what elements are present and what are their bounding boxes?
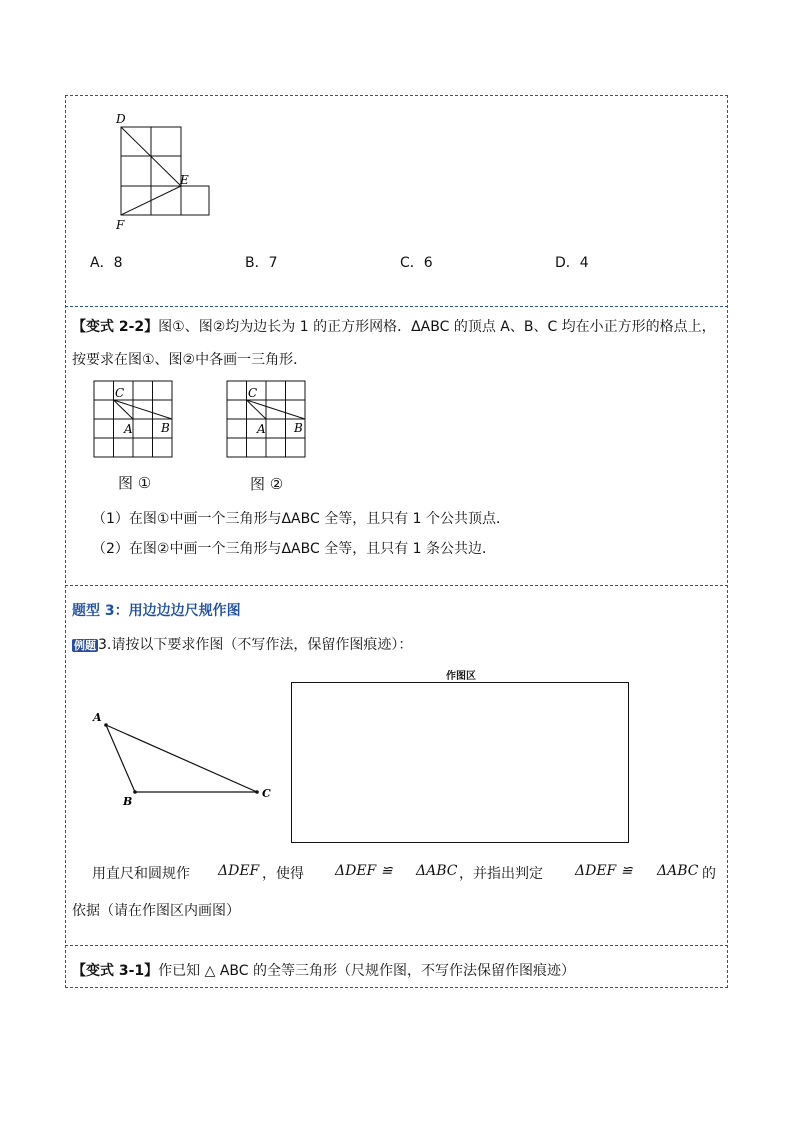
label-c: C <box>262 787 271 800</box>
variant-2-2-line2: 按要求在图①、图②中各画一三角形． <box>72 352 308 368</box>
drawing-area-label: 作图区 <box>446 671 476 682</box>
task-line-1-part-8: ΔABC <box>657 863 699 879</box>
task-line-1-part-4: ΔDEF ≌ <box>335 863 393 879</box>
task-line-1-part-1: 用直尺和圆规作 <box>92 866 190 882</box>
option-a: A．8 <box>90 255 123 271</box>
label-b: B <box>294 421 303 435</box>
task-line-1-part-2: ΔDEF <box>218 863 260 879</box>
variant-3-1 <box>72 960 575 980</box>
option-b: B．7 <box>245 255 278 271</box>
label-f: F <box>116 218 125 232</box>
label-c: C <box>248 386 258 400</box>
task-line-2: 依据（请在作图区内画图） <box>72 903 240 919</box>
task-line-1-part-6: ，并指出判定 <box>459 866 543 882</box>
variant-tag: 【变式 3-1】 <box>72 963 159 979</box>
sub-question-1: （1）在图①中画一个三角形与ΔABC 全等，且只有 1 个公共顶点． <box>92 511 511 527</box>
example-text: 3.请按以下要求作图（不写作法，保留作图痕迹）： <box>98 637 413 653</box>
option-d: D．4 <box>555 255 589 271</box>
task-line-1-part-3: ，使得 <box>262 866 304 882</box>
label-d: D <box>116 112 126 126</box>
figure-caption-2: 图 ② <box>250 475 284 493</box>
label-a: A <box>257 422 266 436</box>
label-b: B <box>123 795 133 808</box>
topic-heading: 题型 3：用边边边尺规作图 <box>72 603 241 619</box>
section-divider <box>65 306 728 307</box>
grid-figure-1 <box>93 380 175 460</box>
task-line-1-part-7: ΔDEF ≌ <box>575 863 633 879</box>
example-badge: 例题 <box>74 639 96 652</box>
label-e: E <box>180 173 189 187</box>
sub-question-2: （2）在图②中画一个三角形与ΔABC 全等，且只有 1 条公共边． <box>92 541 497 557</box>
variant-2-2-line1 <box>72 316 716 336</box>
variant-text: 图①、图②均为边长为 1 的正方形网格．ΔABC 的顶点 A、B、C 均在小正方形的格点上， <box>158 319 716 335</box>
label-c: C <box>115 386 125 400</box>
section-divider <box>65 585 728 586</box>
label-a: A <box>124 422 133 436</box>
grid-figure-def <box>110 108 220 233</box>
task-line-1-part-5: ΔABC <box>416 863 458 879</box>
label-b: B <box>161 421 170 435</box>
grid-figure-2 <box>226 380 308 460</box>
task-line-1-part-9: 的 <box>702 866 716 882</box>
section-divider <box>65 945 728 946</box>
drawing-area[interactable] <box>291 682 629 843</box>
example-prompt <box>72 634 412 654</box>
triangle-abc <box>88 705 278 810</box>
figure-caption-1: 图 ① <box>118 474 152 492</box>
variant-text: 作已知 △ ABC 的全等三角形（尺规作图，不写作法保留作图痕迹） <box>158 963 575 979</box>
option-c: C．6 <box>400 255 433 271</box>
label-a: A <box>93 711 102 724</box>
variant-tag: 【变式 2-2】 <box>72 319 159 335</box>
